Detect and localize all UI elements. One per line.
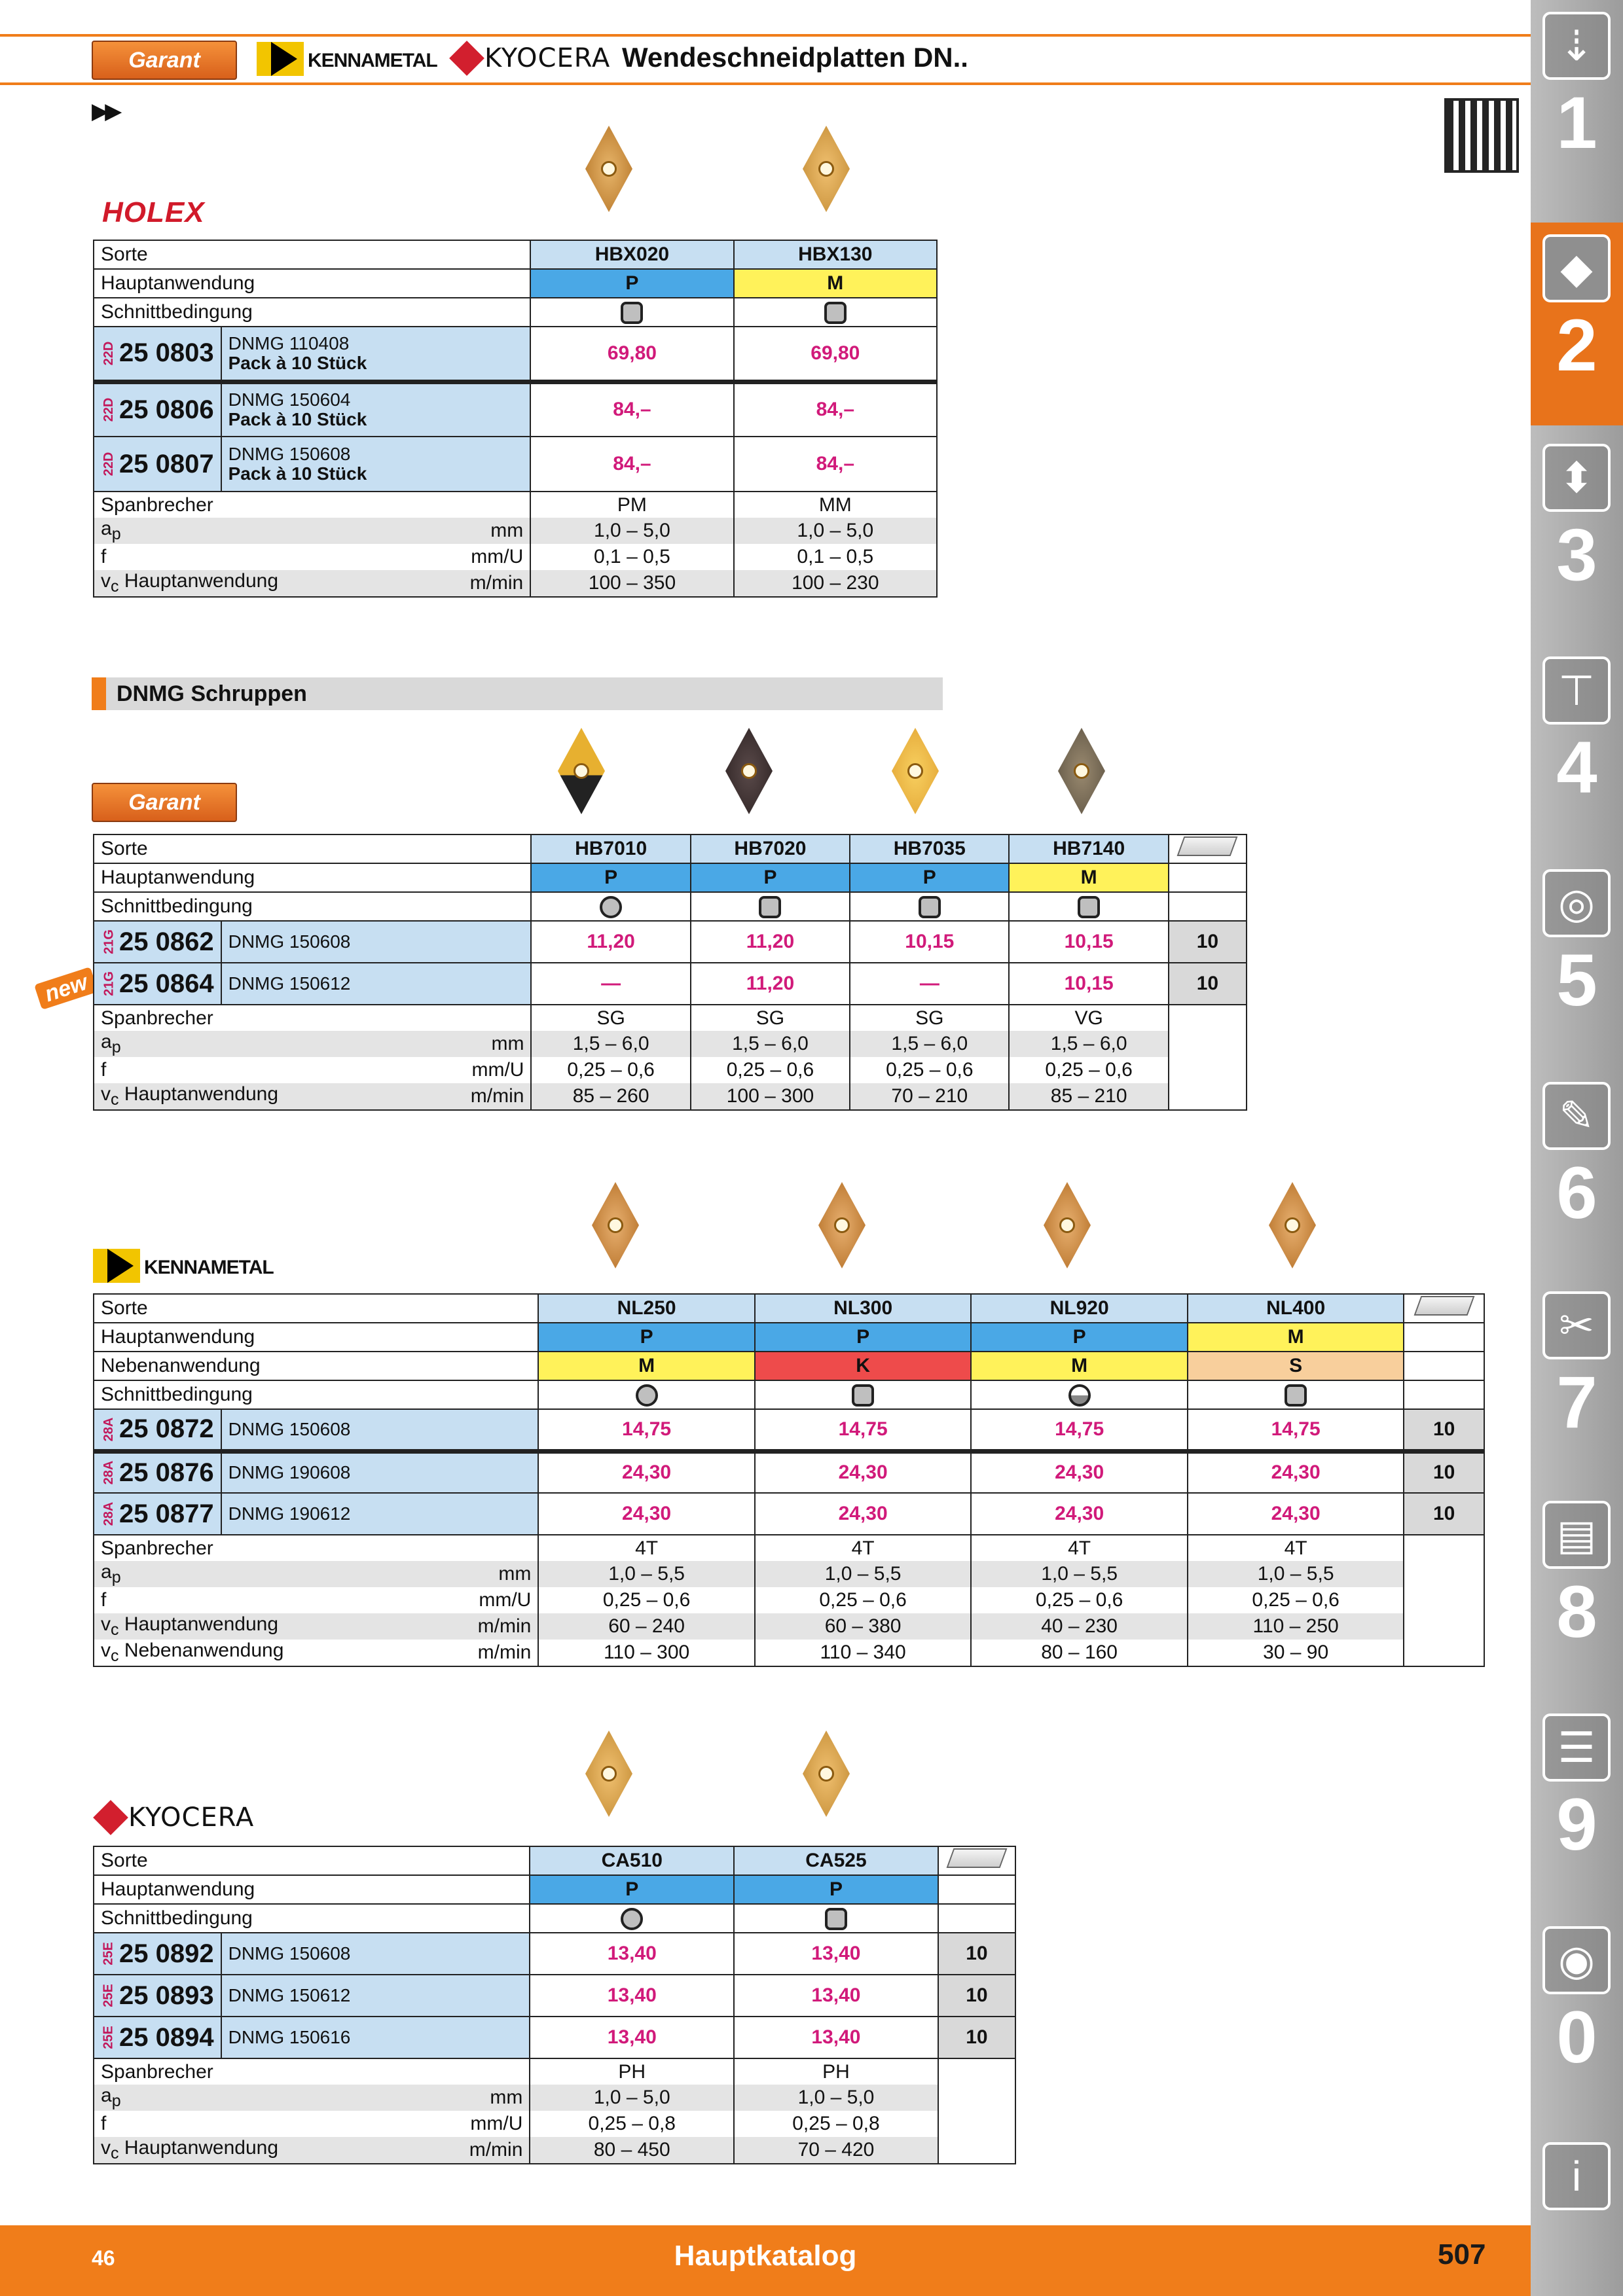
vc2-cell: 30 – 90 [1188, 1640, 1404, 1666]
vc2-cell: 80 – 160 [971, 1640, 1188, 1666]
row-label-ap: $a_p$ [94, 1561, 378, 1587]
price-cell: 24,30 [971, 1451, 1188, 1493]
sidebar-tab-0[interactable]: ◉ 0 [1531, 1914, 1623, 2124]
row-label-ap: $a_p$ [94, 518, 374, 544]
cutting-condition-icon [621, 302, 643, 324]
unit-label: m/min [374, 570, 530, 597]
fast-forward-icon: ▶▶ [92, 99, 119, 124]
holex-table [93, 240, 938, 598]
grade-header: NL300 [755, 1294, 972, 1323]
article-description: DNMG 150604 Pack à 10 Stück [221, 382, 531, 437]
cutting-condition-icon [600, 896, 622, 918]
cutting-condition-cell [850, 892, 1009, 921]
unit-label: mm [378, 1561, 538, 1587]
package-icon [1177, 836, 1238, 856]
package-icon [946, 1848, 1007, 1868]
vc-cell: 60 – 240 [538, 1613, 755, 1640]
row-label-spanbrecher: Spanbrecher [94, 492, 530, 518]
chipbreaker-cell: PH [530, 2058, 734, 2085]
insert-image-hbx130 [800, 123, 852, 215]
f-cell: 0,25 – 0,8 [530, 2111, 734, 2137]
row-label-f: f [94, 544, 374, 570]
price-cell: 13,40 [734, 2017, 938, 2058]
row-label-schnittbedingung: Schnittbedingung [94, 298, 530, 327]
row-label-spanbrecher: Spanbrecher [94, 1005, 531, 1031]
vc2-cell: 110 – 340 [755, 1640, 972, 1666]
secondary-use-cell: K [755, 1352, 972, 1380]
price-cell: 69,80 [530, 327, 733, 382]
ap-cell: 1,0 – 5,5 [971, 1561, 1188, 1587]
cutting-condition-icon [636, 1384, 658, 1407]
main-use-cell: P [755, 1323, 972, 1352]
cutting-condition-icon [621, 1908, 643, 1930]
article-description: DNMG 110408 Pack à 10 Stück [221, 327, 531, 382]
price-cell: 14,75 [755, 1409, 972, 1451]
row-label-spanbrecher: Spanbrecher [94, 2058, 530, 2085]
sidebar-tab-5[interactable]: ◎ 5 [1531, 857, 1623, 1067]
row-label-ap: $a_p$ [94, 1031, 374, 1057]
grade-header: HBX130 [734, 240, 937, 269]
insert-image-hb7020 [723, 725, 775, 817]
cutting-condition-cell [1188, 1380, 1404, 1409]
price-cell: 13,40 [530, 1975, 734, 2017]
pliers-icon: ✂ [1542, 1291, 1611, 1359]
insert-image-hb7035 [889, 725, 941, 817]
grade-header: HB7035 [850, 834, 1009, 863]
cutting-condition-icon [919, 896, 941, 918]
price-cell: 84,– [734, 382, 937, 437]
main-use-cell: P [538, 1323, 755, 1352]
vc-cell: 100 – 230 [734, 570, 937, 597]
grade-header: CA525 [734, 1846, 938, 1875]
main-use-cell: P [850, 863, 1009, 892]
grade-header: HB7020 [691, 834, 850, 863]
row-label-hauptanwendung: Hauptanwendung [94, 863, 531, 892]
insert-image-hb7140 [1055, 725, 1108, 817]
article-number[interactable]: 25E 25 0894 [94, 2017, 221, 2058]
secondary-use-cell: M [971, 1352, 1188, 1380]
vc-cell: 85 – 260 [531, 1083, 690, 1110]
cutting-condition-icon [1078, 896, 1100, 918]
sidebar-tab-3[interactable]: ⬍ 3 [1531, 432, 1623, 641]
row-label-f: f [94, 2111, 374, 2137]
chipbreaker-cell: MM [734, 492, 937, 518]
chipbreaker-cell: 4T [538, 1535, 755, 1561]
row-label-ap: $a_p$ [94, 2085, 374, 2111]
price-cell: — [850, 963, 1009, 1005]
price-cell: 13,40 [530, 2017, 734, 2058]
vc-cell: 70 – 420 [734, 2137, 938, 2164]
row-label-hauptanwendung: Hauptanwendung [94, 1875, 530, 1904]
price-cell: 24,30 [755, 1493, 972, 1535]
f-cell: 0,25 – 0,6 [850, 1057, 1009, 1083]
price-cell: 14,75 [538, 1409, 755, 1451]
price-cell: 84,– [530, 382, 733, 437]
chipbreaker-cell: PM [530, 492, 733, 518]
cutting-condition-cell [538, 1380, 755, 1409]
insert-image-hbx020 [583, 123, 635, 215]
insert-image-hb7010 [555, 725, 608, 817]
article-description: DNMG 190612 [221, 1493, 539, 1535]
ap-cell: 1,0 – 5,5 [1188, 1561, 1404, 1587]
price-cell: 84,– [734, 437, 937, 492]
main-use-cell: M [734, 269, 937, 298]
price-cell: 69,80 [734, 327, 937, 382]
unit-label: m/min [374, 2137, 530, 2164]
pack-quantity: 10 [1169, 921, 1247, 963]
pack-quantity: 10 [938, 1975, 1015, 2017]
row-label-vc-haupt: $v_c$ Hauptanwendung [94, 1613, 378, 1640]
unit-label: mm [374, 2085, 530, 2111]
cutting-condition-icon [1068, 1384, 1091, 1407]
article-number[interactable]: 22D 25 0807 [94, 437, 221, 492]
article-description: DNMG 150608 [221, 1933, 530, 1975]
main-use-cell: M [1009, 863, 1168, 892]
article-description: DNMG 150616 [221, 2017, 530, 2058]
cutting-condition-cell [734, 1904, 938, 1933]
row-label-sorte: Sorte [94, 1294, 538, 1323]
chipbreaker-cell: VG [1009, 1005, 1168, 1031]
drill-icon: ⇣ [1542, 12, 1611, 80]
row-label-hauptanwendung: Hauptanwendung [94, 1323, 538, 1352]
article-number[interactable]: 21G 25 0862 [94, 921, 221, 963]
page-number: 507 [1438, 2238, 1486, 2270]
article-number[interactable]: 28A 25 0876 [94, 1451, 221, 1493]
grade-header: NL920 [971, 1294, 1188, 1323]
vc-cell: 70 – 210 [850, 1083, 1009, 1110]
row-label-spanbrecher: Spanbrecher [94, 1535, 538, 1561]
unit-label: m/min [378, 1613, 538, 1640]
grinding-disc-icon: ◎ [1542, 869, 1611, 937]
pack-quantity: 10 [1404, 1409, 1484, 1451]
insert-image-ca525 [800, 1728, 852, 1820]
kennametal-logo: KENNAMETAL [257, 41, 433, 77]
ap-cell: 1,0 – 5,0 [530, 2085, 734, 2111]
chipbreaker-cell: SG [850, 1005, 1009, 1031]
sidebar-tab-4[interactable]: ⊤ 4 [1531, 645, 1623, 854]
f-cell: 0,25 – 0,6 [1188, 1587, 1404, 1613]
unit-label: m/min [374, 1083, 532, 1110]
pack-quantity: 10 [1404, 1493, 1484, 1535]
price-cell: 13,40 [734, 1975, 938, 2017]
price-cell: 11,20 [691, 963, 850, 1005]
price-cell: 24,30 [538, 1451, 755, 1493]
qr-code-icon [1444, 98, 1519, 173]
vc2-cell: 110 – 300 [538, 1640, 755, 1666]
ap-cell: 1,5 – 6,0 [691, 1031, 850, 1057]
row-label-sorte: Sorte [94, 1846, 530, 1875]
f-cell: 0,25 – 0,6 [755, 1587, 972, 1613]
price-cell: 11,20 [531, 921, 690, 963]
chipbreaker-cell: SG [691, 1005, 850, 1031]
page-title: Wendeschneidplatten DN.. [622, 42, 968, 73]
price-cell: 24,30 [1188, 1493, 1404, 1535]
kennametal-table [93, 1293, 1485, 1667]
info-icon: i [1542, 2142, 1611, 2210]
cutting-condition-cell [1009, 892, 1168, 921]
header-bottom-rule [0, 82, 1531, 85]
caliper-icon: ⊤ [1542, 656, 1611, 725]
main-use-cell: P [691, 863, 850, 892]
chipbreaker-cell: 4T [1188, 1535, 1404, 1561]
ap-cell: 1,0 – 5,0 [734, 518, 937, 544]
price-cell: 24,30 [1188, 1451, 1404, 1493]
secondary-use-cell: S [1188, 1352, 1404, 1380]
insert-image-nl300 [816, 1179, 868, 1271]
pack-quantity: 10 [938, 1933, 1015, 1975]
article-description: DNMG 150608 Pack à 10 Stück [221, 437, 531, 492]
chipbreaker-cell: PH [734, 2058, 938, 2085]
price-cell: — [531, 963, 690, 1005]
row-label-f: f [94, 1587, 378, 1613]
vc-cell: 100 – 300 [691, 1083, 850, 1110]
cutting-condition-cell [755, 1380, 972, 1409]
article-number[interactable]: 21G 25 0864 [94, 963, 221, 1005]
pack-header [1169, 834, 1247, 863]
f-cell: 0,1 – 0,5 [530, 544, 733, 570]
price-cell: 10,15 [1009, 963, 1168, 1005]
f-cell: 0,1 – 0,5 [734, 544, 937, 570]
kyocera-logo: KYOCERA [454, 42, 611, 76]
article-number[interactable]: 28A 25 0877 [94, 1493, 221, 1535]
unit-label: mm [374, 518, 530, 544]
article-description: DNMG 150612 [221, 963, 532, 1005]
f-cell: 0,25 – 0,6 [1009, 1057, 1168, 1083]
header-top-rule [0, 34, 1531, 37]
sidebar-tab-2[interactable]: ◆ 2 [1531, 223, 1623, 425]
vc-cell: 110 – 250 [1188, 1613, 1404, 1640]
cutting-condition-icon [852, 1384, 874, 1407]
kennametal-logo: KENNAMETAL [93, 1247, 283, 1284]
main-use-cell: P [530, 1875, 734, 1904]
ap-cell: 1,0 – 5,0 [530, 518, 733, 544]
f-cell: 0,25 – 0,6 [971, 1587, 1188, 1613]
tool-holder-icon: ⬍ [1542, 444, 1611, 512]
article-description: DNMG 150612 [221, 1975, 530, 2017]
pack-quantity: 10 [1169, 963, 1247, 1005]
row-label-f: f [94, 1057, 374, 1083]
pack-header [1404, 1294, 1484, 1323]
kyocera-table [93, 1846, 1016, 2164]
wrench-icon: ✎ [1542, 1082, 1611, 1150]
cutting-condition-cell [530, 298, 733, 327]
pack-header [938, 1846, 1015, 1875]
insert-image-ca510 [583, 1728, 635, 1820]
insert-image-nl920 [1041, 1179, 1093, 1271]
safety-goggles-icon: ◉ [1542, 1926, 1611, 1994]
insert-image-nl250 [589, 1179, 642, 1271]
unit-label: mm/U [374, 2111, 530, 2137]
row-label-vc: $v_c$ Hauptanwendung [94, 2137, 374, 2164]
cutting-condition-cell [531, 892, 690, 921]
ap-cell: 1,0 – 5,0 [734, 2085, 938, 2111]
cutting-condition-cell [734, 298, 937, 327]
vc-cell: 100 – 350 [530, 570, 733, 597]
footer-page-ref: 46 [92, 2246, 115, 2270]
article-description: DNMG 150608 [221, 1409, 539, 1451]
vc-cell: 40 – 230 [971, 1613, 1188, 1640]
vc-cell: 60 – 380 [755, 1613, 972, 1640]
garant-table [93, 834, 1247, 1111]
unit-label: mm/U [378, 1587, 538, 1613]
row-label-vc: $v_c$ Hauptanwendung [94, 570, 374, 597]
unit-label: mm/U [374, 544, 530, 570]
sidebar-tab-8[interactable]: ▤ 8 [1531, 1489, 1623, 1698]
main-use-cell: P [971, 1323, 1188, 1352]
sidebar-tab-7[interactable]: ✂ 7 [1531, 1280, 1623, 1489]
secondary-use-cell: M [538, 1352, 755, 1380]
row-label-vc: $v_c$ Hauptanwendung [94, 1083, 374, 1110]
grade-header: HB7140 [1009, 834, 1168, 863]
ap-cell: 1,5 – 6,0 [1009, 1031, 1168, 1057]
row-label-hauptanwendung: Hauptanwendung [94, 269, 530, 298]
unit-label: mm [374, 1031, 532, 1057]
price-cell: 84,– [530, 437, 733, 492]
toolbox-icon: ▤ [1542, 1501, 1611, 1569]
price-cell: 14,75 [971, 1409, 1188, 1451]
grade-header: NL250 [538, 1294, 755, 1323]
article-number[interactable]: 22D 25 0806 [94, 382, 221, 437]
sidebar-tab-1[interactable]: ⇣ 1 [1531, 0, 1623, 209]
garant-logo: Garant [92, 783, 237, 822]
package-icon [1413, 1296, 1474, 1316]
unit-label: m/min [378, 1640, 538, 1666]
article-number[interactable]: 22D 25 0803 [94, 327, 221, 382]
pack-quantity: 10 [938, 2017, 1015, 2058]
f-cell: 0,25 – 0,6 [531, 1057, 690, 1083]
footer-title: Hauptkatalog [674, 2240, 857, 2272]
article-description: DNMG 150608 [221, 921, 532, 963]
pack-quantity: 10 [1404, 1451, 1484, 1493]
price-cell: 14,75 [1188, 1409, 1404, 1451]
insert-icon: ◆ [1542, 234, 1611, 302]
price-cell: 10,15 [850, 921, 1009, 963]
f-cell: 0,25 – 0,6 [538, 1587, 755, 1613]
cutting-condition-icon [759, 896, 781, 918]
article-number[interactable]: 25E 25 0893 [94, 1975, 221, 2017]
row-label-sorte: Sorte [94, 240, 530, 269]
price-cell: 24,30 [755, 1451, 972, 1493]
ap-cell: 1,5 – 6,0 [531, 1031, 690, 1057]
cabinet-icon: ☰ [1542, 1713, 1611, 1782]
cutting-condition-icon [825, 1908, 847, 1930]
vc-cell: 80 – 450 [530, 2137, 734, 2164]
main-use-cell: P [531, 863, 690, 892]
price-cell: 11,20 [691, 921, 850, 963]
cutting-condition-cell [691, 892, 850, 921]
grade-header: HBX020 [530, 240, 733, 269]
new-badge: new [34, 967, 98, 1010]
unit-label: mm/U [374, 1057, 532, 1083]
chipbreaker-cell: 4T [755, 1535, 972, 1561]
insert-image-nl400 [1266, 1179, 1319, 1271]
row-label-nebenanwendung: Nebenanwendung [94, 1352, 538, 1380]
price-cell: 24,30 [538, 1493, 755, 1535]
grade-header: HB7010 [531, 834, 690, 863]
grade-header: CA510 [530, 1846, 734, 1875]
article-description: DNMG 190608 [221, 1451, 539, 1493]
price-cell: 13,40 [734, 1933, 938, 1975]
grade-header: NL400 [1188, 1294, 1404, 1323]
main-use-cell: P [734, 1875, 938, 1904]
row-label-sorte: Sorte [94, 834, 531, 863]
kyocera-logo: KYOCERA [98, 1801, 268, 1835]
article-number[interactable]: 25E 25 0892 [94, 1933, 221, 1975]
cutting-condition-cell [971, 1380, 1188, 1409]
ap-cell: 1,0 – 5,5 [538, 1561, 755, 1587]
row-label-vc-neben: $v_c$ Nebenanwendung [94, 1640, 378, 1666]
garant-logo: Garant [92, 41, 237, 80]
ap-cell: 1,5 – 6,0 [850, 1031, 1009, 1057]
row-label-schnittbedingung: Schnittbedingung [94, 1380, 538, 1409]
sidebar-tab-9[interactable]: ☰ 9 [1531, 1702, 1623, 1911]
row-label-schnittbedingung: Schnittbedingung [94, 1904, 530, 1933]
sidebar-tab-6[interactable]: ✎ 6 [1531, 1070, 1623, 1280]
holex-logo: HOLEX [102, 196, 205, 228]
price-cell: 10,15 [1009, 921, 1168, 963]
cutting-condition-icon [1285, 1384, 1307, 1407]
sidebar-tab-info[interactable] [1531, 2130, 1623, 2229]
chipbreaker-cell: SG [531, 1005, 690, 1031]
vc-cell: 85 – 210 [1009, 1083, 1168, 1110]
f-cell: 0,25 – 0,6 [691, 1057, 850, 1083]
article-number[interactable]: 28A 25 0872 [94, 1409, 221, 1451]
ap-cell: 1,0 – 5,5 [755, 1561, 972, 1587]
main-use-cell: P [530, 269, 733, 298]
cutting-condition-icon [824, 302, 847, 324]
price-cell: 13,40 [530, 1933, 734, 1975]
f-cell: 0,25 – 0,8 [734, 2111, 938, 2137]
cutting-condition-cell [530, 1904, 734, 1933]
price-cell: 24,30 [971, 1493, 1188, 1535]
section-heading: DNMG Schruppen [92, 677, 943, 710]
main-use-cell: M [1188, 1323, 1404, 1352]
chipbreaker-cell: 4T [971, 1535, 1188, 1561]
row-label-schnittbedingung: Schnittbedingung [94, 892, 531, 921]
